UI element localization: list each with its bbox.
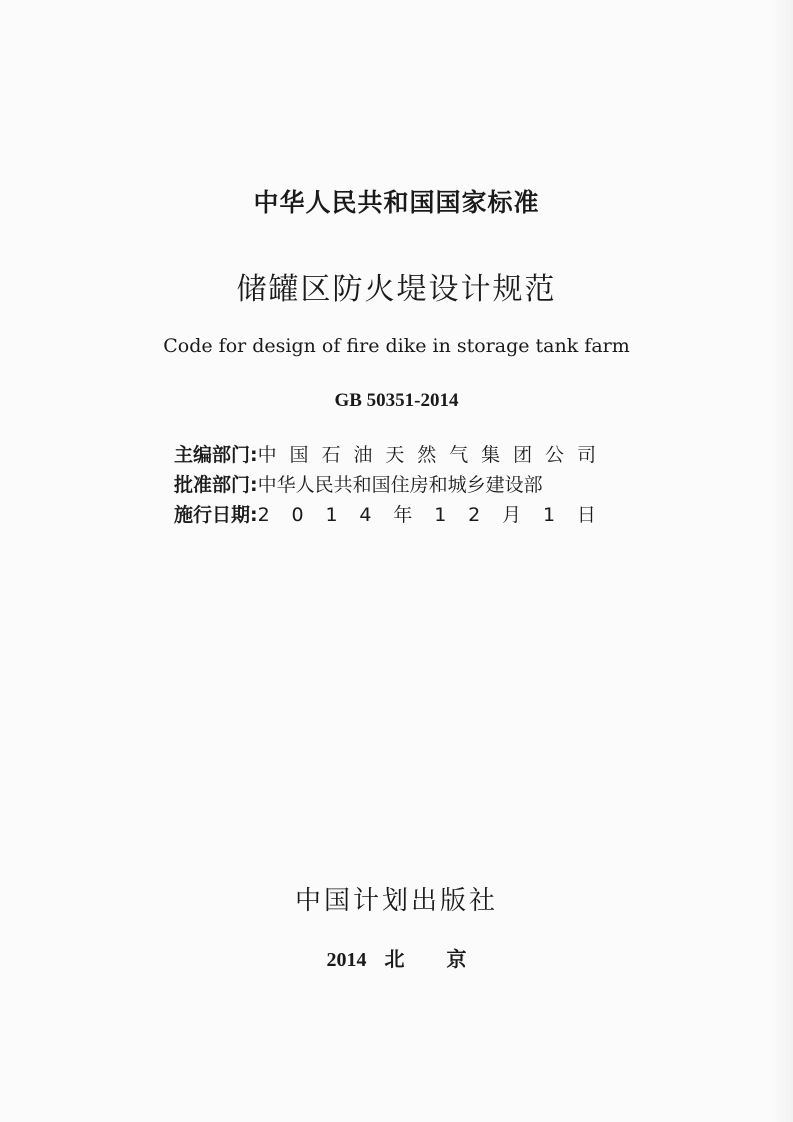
date-char: 月 — [502, 504, 522, 526]
date-char: 4 — [359, 504, 372, 526]
publication-city-first: 北 — [384, 949, 405, 971]
editor-char: 石 — [321, 444, 341, 466]
date-char: 2 — [257, 504, 270, 526]
national-standard-heading: 中华人民共和国国家标准 — [253, 188, 540, 217]
date-row — [174, 500, 614, 530]
editor-char: 油 — [353, 444, 373, 466]
editor-value — [258, 440, 614, 470]
editor-row — [174, 440, 614, 470]
editor-label: 主编部门: — [174, 444, 258, 466]
date-char: 日 — [576, 504, 596, 526]
page-edge-shadow — [771, 0, 793, 1122]
date-char: 2 — [468, 504, 481, 526]
document-title-chinese: 储罐区防火堤设计规范 — [236, 272, 557, 307]
editor-char: 集 — [481, 444, 501, 466]
date-char: 1 — [542, 504, 556, 526]
publisher-name: 中国计划出版社 — [294, 886, 498, 916]
editor-char: 团 — [513, 444, 533, 466]
publication-city-second: 京 — [446, 949, 467, 971]
editor-char: 天 — [385, 444, 405, 466]
date-char: 年 — [393, 504, 413, 526]
date-value — [258, 500, 614, 530]
editor-char: 公 — [545, 444, 565, 466]
document-metadata — [174, 440, 614, 530]
approver-label: 批准部门: — [174, 474, 258, 496]
date-char: 1 — [434, 504, 447, 526]
editor-char: 司 — [576, 444, 596, 466]
approver-value: 中华人民共和国住房和城乡建设部 — [257, 474, 543, 496]
editor-char: 气 — [449, 444, 469, 466]
date-label: 施行日期: — [174, 504, 258, 526]
publication-year: 2014 — [326, 949, 367, 971]
date-char: 1 — [325, 504, 338, 526]
editor-char: 然 — [417, 444, 437, 466]
publication-place — [0, 946, 793, 974]
editor-char: 国 — [289, 444, 309, 466]
editor-char: 中 — [257, 444, 277, 466]
document-title-english: Code for design of fire dike in storage tank farm — [163, 335, 630, 357]
date-char: 0 — [291, 504, 304, 526]
standard-code: GB 50351-2014 — [334, 390, 459, 411]
approver-row — [174, 470, 614, 500]
